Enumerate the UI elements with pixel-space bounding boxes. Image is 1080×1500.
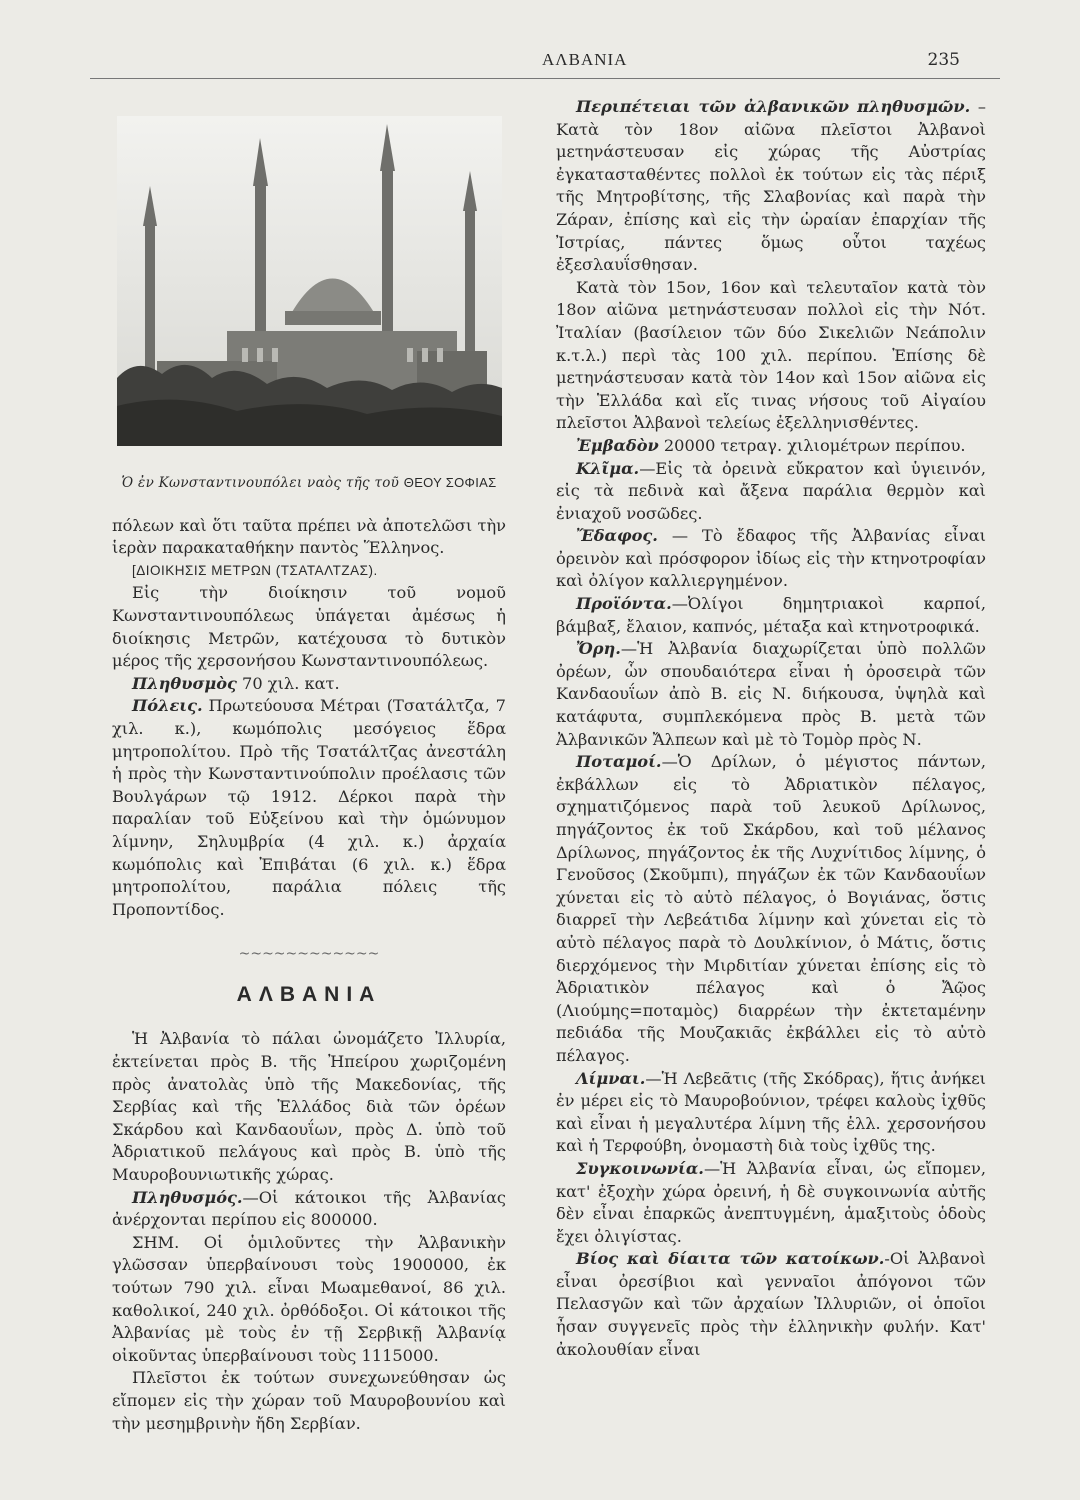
paragraph-mountains	[556, 638, 986, 751]
label-communication: Συγκοινωνία.	[576, 1158, 704, 1178]
mosque-illustration	[117, 116, 502, 446]
right-column	[556, 96, 986, 1361]
text-migrations: – Κατὰ τὸν 18ον αἰῶνα πλεῖστοι Ἀλβανοὶ μετηνάστευσαν εἰς χώρας τῆς Αὐστρίας ἐγκατασταθέντες πολλοὶ ἐκ τούτων εἰς τὰς πέριξ τῆς Μητροβίτσης, τῆς Σλαβονίας καὶ παρὰ τὴν Ζάραν, ἐπίσης καὶ εἰς τὴν ὡραίαν ἐπαρχίαν τῆς Ἰστρίας, πάντες ὅμως οὗτοι ταχέως ἐξεσλαυΐσθησαν.	[556, 97, 986, 275]
paragraph-continuation: πόλεων καὶ ὅτι ταῦτα πρέπει νὰ ἀποτελῶσι τὴν ἱερὰν παρακαταθήκην παντὸς Ἕλληνος.	[112, 515, 506, 558]
text-mountains: —Ἡ Ἀλβανία διαχωρίζεται ὑπὸ πολλῶν ὀρέων, ὧν σπουδαιότερα εἶναι ἡ ὀροσειρὰ τῶν Κανδαουΐων ἀπὸ Β. εἰς Ν. διήκουσα, ὑψηλὰ καὶ κατάφυτα, συμπλεκόμενα πρὸς Β. μετὰ τῶν Ἀλβανικῶν Ἄλπεων καὶ μὲ τὸ Τομὸρ πρὸς Ν.	[556, 639, 986, 749]
paragraph-population	[112, 673, 506, 696]
left-column	[112, 92, 506, 1435]
paragraph-assimilation: Πλεῖστοι ἐκ τούτων συνεχωνεύθησαν ὡς εἴπομεν εἰς τὴν χώραν τοῦ Μαυροβουνίου καὶ τὴν μεσημβρινὴν ἤδη Σερβίαν.	[112, 1368, 506, 1433]
label-migrations: Περιπέτειαι τῶν ἀλβανικῶν πληθυσμῶν.	[576, 97, 971, 116]
paragraph-soil	[556, 525, 986, 593]
paragraph-cities	[112, 695, 506, 921]
running-header	[90, 50, 1000, 79]
label-climate: Κλῖμα.	[576, 458, 640, 478]
paragraph-note: ΣΗΜ. Οἱ ὁμιλοῦντες τὴν Ἀλβανικὴν γλῶσσαν ὑπερβαίνουσι τοὺς 1900000, ἐκ τούτων 790 χιλ. εἶναι Μωαμεθανοί, 86 χιλ. καθολικοί, 240 χιλ. ὀρθόδοξοι. Οἱ κάτοικοι τῆς Ἀλβανίας μὲ τοὺς ἐν τῇ Σερβικῇ Ἀλβανίᾳ οἰκοῦντας ὑπερβαίνουσι τοὺς 1115000.	[112, 1232, 506, 1365]
text-population: 70 χιλ. κατ.	[236, 673, 340, 693]
hagia-sophia-photo	[117, 116, 502, 446]
text-communication: —Ἡ Ἀλβανία εἶναι, ὡς εἴπομεν, κατ' ἐξοχὴν χώρα ὀρεινή, ἡ δὲ συγκοινωνία αὐτῆς δὲν εἶναι ἐπαρκῶς ἀνεπτυγμένη, ἁμαξιτοὺς ὁδοὺς ἔχει ὀλιγίστας.	[556, 1158, 986, 1246]
page-number: 235	[927, 50, 960, 70]
section-subheading: [ΔΙΟΙΚΗΣΙΣ ΜΕΤΡΩΝ (ΤΣΑΤΑΛΤΖΑΣ).	[132, 562, 378, 578]
label-soil: Ἔδαφος.	[576, 526, 658, 546]
running-title: ΑΛΒΑΝΙΑ	[542, 50, 628, 69]
paragraph-rivers	[556, 751, 986, 1067]
paragraph-area	[556, 435, 986, 458]
paragraph-albania-intro: Ἡ Ἀλβανία τὸ πάλαι ὠνομάζετο Ἰλλυρία, ἐκτείνεται πρὸς Β. τῆς Ἠπείρου χωριζομένη πρὸς ἀνατολὰς ὑπὸ τῆς Μακεδονίας, τῆς Σερβίας καὶ τῆς Ἑλλάδος διὰ τῶν ὀρέων Σκάρδου καὶ Κανδαουΐων, πρὸς Δ. ὑπὸ τοῦ Ἀδριατικοῦ πελάγους καὶ πρὸς Β. ὑπὸ τῆς Μαυροβουνιωτικῆς χώρας.	[112, 1029, 506, 1185]
ornament-divider: ~~~~~~~~~~~~	[238, 946, 380, 963]
text-soil: — Τὸ ἔδαφος τῆς Ἀλβανίας εἶναι ὀρεινὸν καὶ πρόσφορον ἰδίως εἰς τὴν κτηνοτροφίαν καὶ ὀλίγον καλλιεργημένον.	[556, 526, 986, 591]
paragraph-migrations-2: Κατὰ τὸν 15ον, 16ον καὶ τελευταῖον κατὰ τὸν 18ον αἰῶνα μετηνάστευσαν πολλοὶ εἰς τὴν Νότ. Ἰταλίαν (βασίλειον τῶν δύο Σικελιῶν Νεάπολιν κ.τ.λ.) περὶ τὰς 100 χιλ. περίπου. Ἐπίσης δὲ μετηνάστευσαν κατὰ τὸν 14ον καὶ 15ον αἰῶνα εἰς τὴν Ἑλλάδα καὶ εἴς τινας νήσους τοῦ Αἰγαίου πλεῖστοι Ἀλβανοὶ τελείως ἐξελληνισθέντες.	[556, 277, 986, 433]
paragraph-lakes	[556, 1068, 986, 1158]
text-albania-population: —Οἱ κάτοικοι τῆς Ἀλβανίας ἀνέρχονται περίπου εἰς 800000.	[112, 1187, 506, 1230]
paragraph-products	[556, 593, 986, 638]
photo-caption	[112, 472, 506, 495]
text-area: 20000 τετραγ. χιλιομέτρων περίπου.	[658, 435, 966, 455]
caption-italic: Ὁ ἐν Κωνσταντινουπόλει ναὸς τῆς τοῦ	[121, 475, 400, 491]
paragraph-climate	[556, 458, 986, 526]
text-lakes: —Ἡ Λεβεᾶτις (τῆς Σκόδρας), ἥτις ἀνήκει ἐν μέρει εἰς τὸ Μαυροβούνιον, τρέφει καλοὺς ἰχθῦς καὶ εἶναι ἡ μεγαλυτέρα λίμνη τῆς ἑλλ. χερσονήσου καὶ ἡ Τερφούβη, ὀνομαστὴ διὰ τοὺς ἰχθῦς της.	[556, 1068, 986, 1156]
paragraph-communication	[556, 1158, 986, 1248]
label-albania-population: Πληθυσμός.	[132, 1187, 243, 1207]
text-way-of-life: -Οἱ Ἀλβανοὶ εἶναι ὀρεσίβιοι καὶ γενναῖοι ἀπόγονοι τῶν Πελασγῶν καὶ τῶν ἀρχαίων Ἰλλυριῶν, οἱ ὁποῖοι ἦσαν συγγενεῖς πρὸς τὴν ἑλληνικὴν φυλήν. Κατ' ἀκολουθίαν εἶναι	[556, 1249, 987, 1359]
label-way-of-life: Βίος καὶ δίαιτα τῶν κατοίκων.	[576, 1249, 885, 1269]
label-population: Πληθυσμὸς	[132, 673, 237, 693]
label-area: Ἐμβαδὸν	[576, 435, 659, 455]
text-cities: Πρωτεύουσα Μέτραι (Τσατάλτζα, 7 χιλ. κ.), κωμόπολις μεσόγειος ἕδρα μητροπολίτου. Πρὸ τῆς Τσατάλτζας ἀνεστάλη ἡ πρὸς τὴν Κωνσταντινούπολιν προέλασις τῶν Βουλγάρων τῷ 1912. Δέρκοι παρὰ τὴν παραλίαν τοῦ Εὐξείνου καὶ τὴν ὁμώνυμον λίμνην, Σηλυμβρία (4 χιλ. κ.) ἀρχαία κωμόπολις καὶ Ἐπιβάται (6 χιλ. κ.) ἕδρα μητροπολίτου, παράλια πόλεις τῆς Προποντίδος.	[112, 696, 506, 919]
paragraph-administration: Εἰς τὴν διοίκησιν τοῦ νομοῦ Κωνσταντινουπόλεως ὑπάγεται ἀμέσως ἡ διοίκησις Μετρῶν, κατέχουσα τὸ δυτικὸν μέρος τῆς χερσονήσου Κωνσταντινουπόλεως.	[112, 583, 506, 671]
section-title: ΑΛΒΑΝΙΑ	[236, 982, 382, 1006]
text-products: —Ὀλίγοι δημητριακοὶ καρποί, βάμβαξ, ἔλαιον, καπνός, μέταξα καὶ κτηνοτροφικά.	[556, 594, 986, 636]
label-rivers: Ποταμοί.	[576, 752, 662, 772]
label-products: Προϊόντα.	[576, 594, 672, 614]
text-rivers: —Ὁ Δρίλων, ὁ μέγιστος πάντων, ἐκβάλλων εἰς τὸ Ἀδριατικὸν πέλαγος, σχηματιζόμενος παρὰ τοῦ λευκοῦ Δρίλωνος, πηγάζοντος ἐκ τοῦ Σκάρδου, καὶ τοῦ μέλανος Δρίλωνος, πηγάζοντος ἐκ τῆς Λυχνίτιδος λίμνης, ὁ Γενοῦσος (Σκοῦμπι), πηγάζων ἐκ τῶν Κανδαουΐων χύνεται εἰς τὸ αὐτὸ πέλαγος, ὁ Βογιάνας, ὅστις διαρρεῖ τὴν Λεβεάτιδα λίμνην καὶ χύνεται εἰς τὸ αὐτὸ πέλαγος παρὰ τὸ Δουλκίνιον, ὁ Μάτις, ὅστις διερχόμενος τὴν Μιρδιτίαν χύνεται ἐπίσης εἰς τὸ Ἀδριατικὸν πέλαγος καὶ ὁ Ἄῷος (Λιούμης=ποταμὸς) διαρρέων τὴν ἐκτεταμένην πεδιάδα τῆς Μουζακιᾶς ἐκβάλλει εἰς τὸ αὐτὸ πέλαγος.	[556, 752, 986, 1065]
label-mountains: Ὄρη.	[576, 639, 621, 659]
paragraph-migrations	[556, 96, 986, 277]
paragraph-way-of-life	[556, 1248, 986, 1361]
caption-caps: ΘΕΟΥ ΣΟΦΙΑΣ	[403, 475, 497, 490]
label-lakes: Λίμναι.	[576, 1068, 646, 1088]
label-cities: Πόλεις.	[132, 696, 203, 716]
text-climate: —Εἰς τὰ ὀρεινὰ εὔκρατον καὶ ὑγιεινόν, εἰς τὰ πεδινὰ καὶ ἄξενα παράλια θερμὸν καὶ ἐνιαχοῦ νοσῶδες.	[556, 458, 986, 523]
paragraph-albania-population	[112, 1187, 506, 1232]
